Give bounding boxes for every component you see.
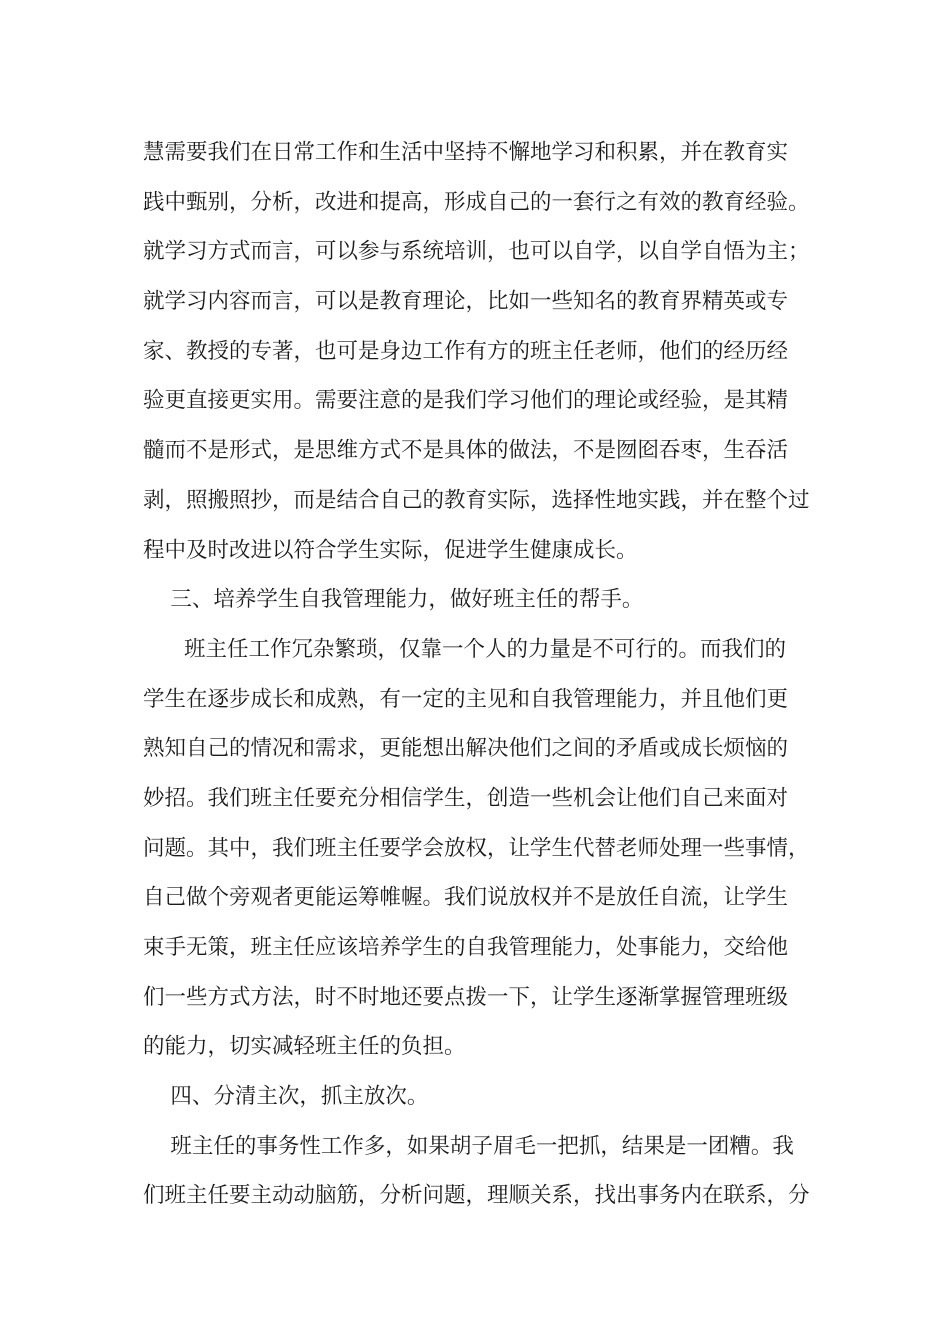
text-line: 们一些方式方法，时不时地还要点拨一下，让学生逐渐掌握管理班级 bbox=[143, 984, 789, 1010]
text-line: 就学习内容而言，可以是教育理论，比如一些知名的教育界精英或专 bbox=[143, 289, 789, 315]
text-line: 就学习方式而言，可以参与系统培训，也可以自学，以自学自悟为主； bbox=[143, 239, 810, 265]
text-line: 慧需要我们在日常工作和生活中坚持不懈地学习和积累，并在教育实 bbox=[143, 140, 789, 165]
text-line: 班主任的事务性工作多，如果胡子眉毛一把抓，结果是一团糟。我 bbox=[143, 1133, 794, 1159]
text-line: 家、教授的专著，也可是身边工作有方的班主任老师，他们的经历经 bbox=[143, 338, 789, 364]
text-line: 熟知自己的情况和需求，更能想出解决他们之间的矛盾或成长烦恼的 bbox=[143, 736, 789, 762]
text-line: 程中及时改进以符合学生实际，促进学生健康成长。 bbox=[143, 537, 638, 563]
text-line: 学生在逐步成长和成熟，有一定的主见和自我管理能力，并且他们更 bbox=[143, 686, 789, 712]
text-line: 班主任工作冗杂繁琐，仅靠一个人的力量是不可行的。而我们的 bbox=[143, 636, 787, 662]
text-line: 问题。其中，我们班主任要学会放权，让学生代替老师处理一些事情， bbox=[143, 835, 810, 861]
document-body bbox=[143, 128, 815, 1221]
text-line: 束手无策，班主任应该培养学生的自我管理能力，处事能力，交给他 bbox=[143, 935, 789, 960]
section-heading: 三、培养学生自我管理能力，做好班主任的帮手。 bbox=[143, 587, 644, 613]
text-line: 剥，照搬照抄，而是结合自己的教育实际，选择性地实践，并在整个过 bbox=[143, 487, 810, 513]
text-line: 髓而不是形式，是思维方式不是具体的做法，不是囫囵吞枣，生吞活 bbox=[143, 438, 789, 464]
text-line: 的能力，切实减轻班主任的负担。 bbox=[143, 1034, 466, 1060]
text-line: 自己做个旁观者更能运筹帷幄。我们说放权并不是放任自流，让学生 bbox=[143, 885, 789, 911]
text-line: 践中甄别，分析，改进和提高，形成自己的一套行之有效的教育经验。 bbox=[143, 189, 810, 215]
section-heading: 四、分清主次，抓主放次。 bbox=[143, 1084, 429, 1110]
text-line: 妙招。我们班主任要充分相信学生，创造一些机会让他们自己来面对 bbox=[143, 785, 789, 811]
text-line: 们班主任要主动动脑筋，分析问题，理顺关系，找出事务内在联系，分 bbox=[143, 1183, 810, 1209]
text-line: 验更直接更实用。需要注意的是我们学习他们的理论或经验，是其精 bbox=[143, 388, 789, 414]
